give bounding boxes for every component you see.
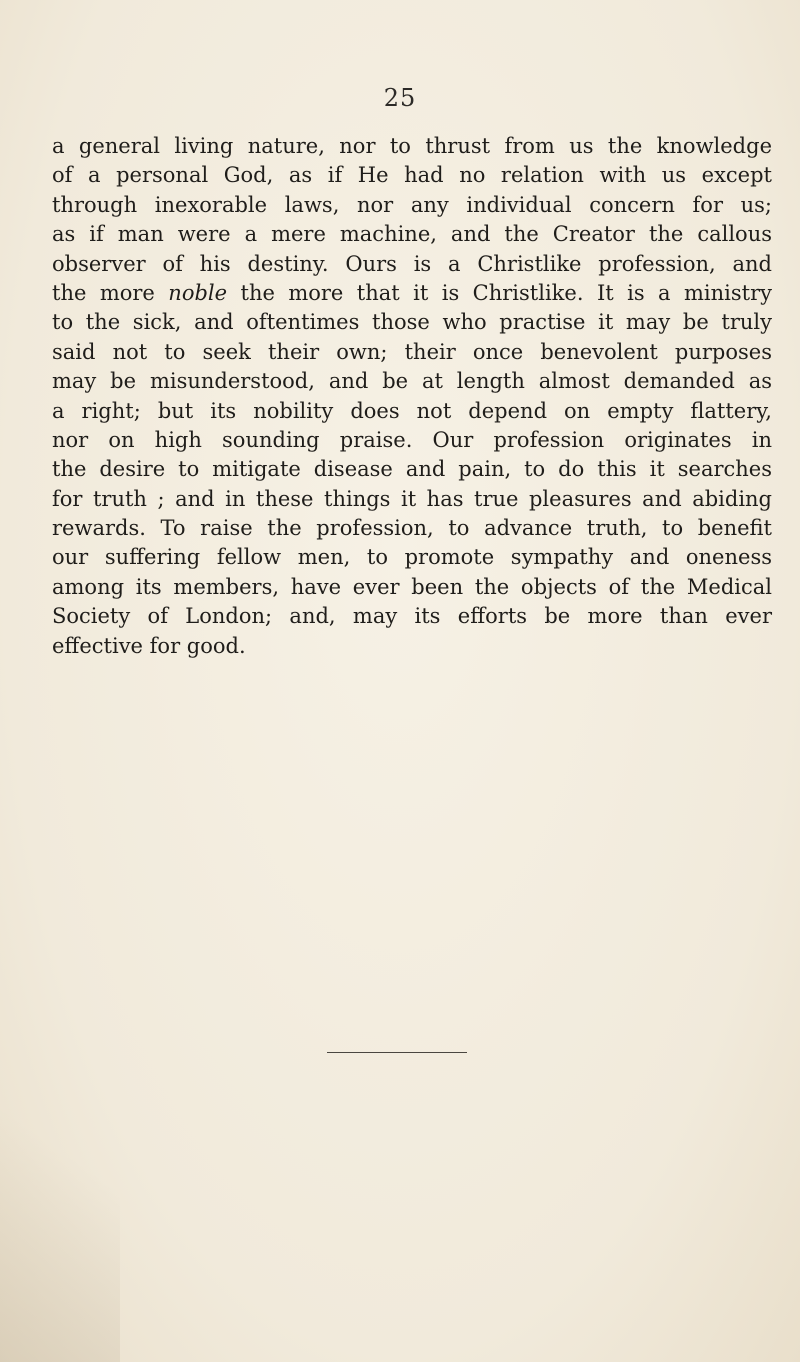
- text-line: among its members, have ever been the objects of the Medical: [52, 574, 772, 599]
- text-line: rewards. To raise the profession, to advance truth, to benefit: [52, 516, 772, 541]
- text-line: effective for good.: [52, 633, 246, 658]
- text-line: nor on high sounding praise. Our profession originates in: [52, 427, 772, 452]
- text-line: our suffering fellow men, to promote sympathy and oneness: [52, 545, 772, 570]
- text-segment: the more that it is Christlike. It is a ministry: [227, 280, 772, 305]
- text-line: the desire to mitigate disease and pain, to do this it searches: [52, 457, 772, 482]
- text-line: may be misunderstood, and be at length almost demanded as: [52, 369, 772, 394]
- text-line: through inexorable laws, nor any individual concern for us;: [52, 192, 772, 217]
- text-segment: the more: [52, 280, 169, 305]
- italic-word: noble: [168, 280, 228, 305]
- text-line: of a personal God, as if He had no relation with us except: [52, 163, 772, 188]
- text-line: a general living nature, nor to thrust from us the knowledge: [52, 134, 772, 158]
- text-line: said not to seek their own; their once benevolent purposes: [52, 339, 772, 364]
- text-line: a right; but its nobility does not depend on empty flattery,: [52, 398, 772, 423]
- page-number: 25: [383, 84, 417, 112]
- text-line: for truth ; and in these things it has true pleasures and abiding: [52, 486, 772, 511]
- text-line: to the sick, and oftentimes those who practise it may be truly: [52, 310, 772, 335]
- text-line: as if man were a mere machine, and the Creator the callous: [52, 222, 772, 247]
- page-edge-shadow: [0, 1022, 120, 1362]
- body-paragraph: [52, 132, 772, 661]
- text-line: Society of London; and, may its efforts be more than ever: [52, 604, 772, 629]
- text-line: observer of his destiny. Ours is a Christlike profession, and: [52, 251, 772, 276]
- section-divider-rule: [327, 1052, 467, 1053]
- text-line: [52, 279, 772, 308]
